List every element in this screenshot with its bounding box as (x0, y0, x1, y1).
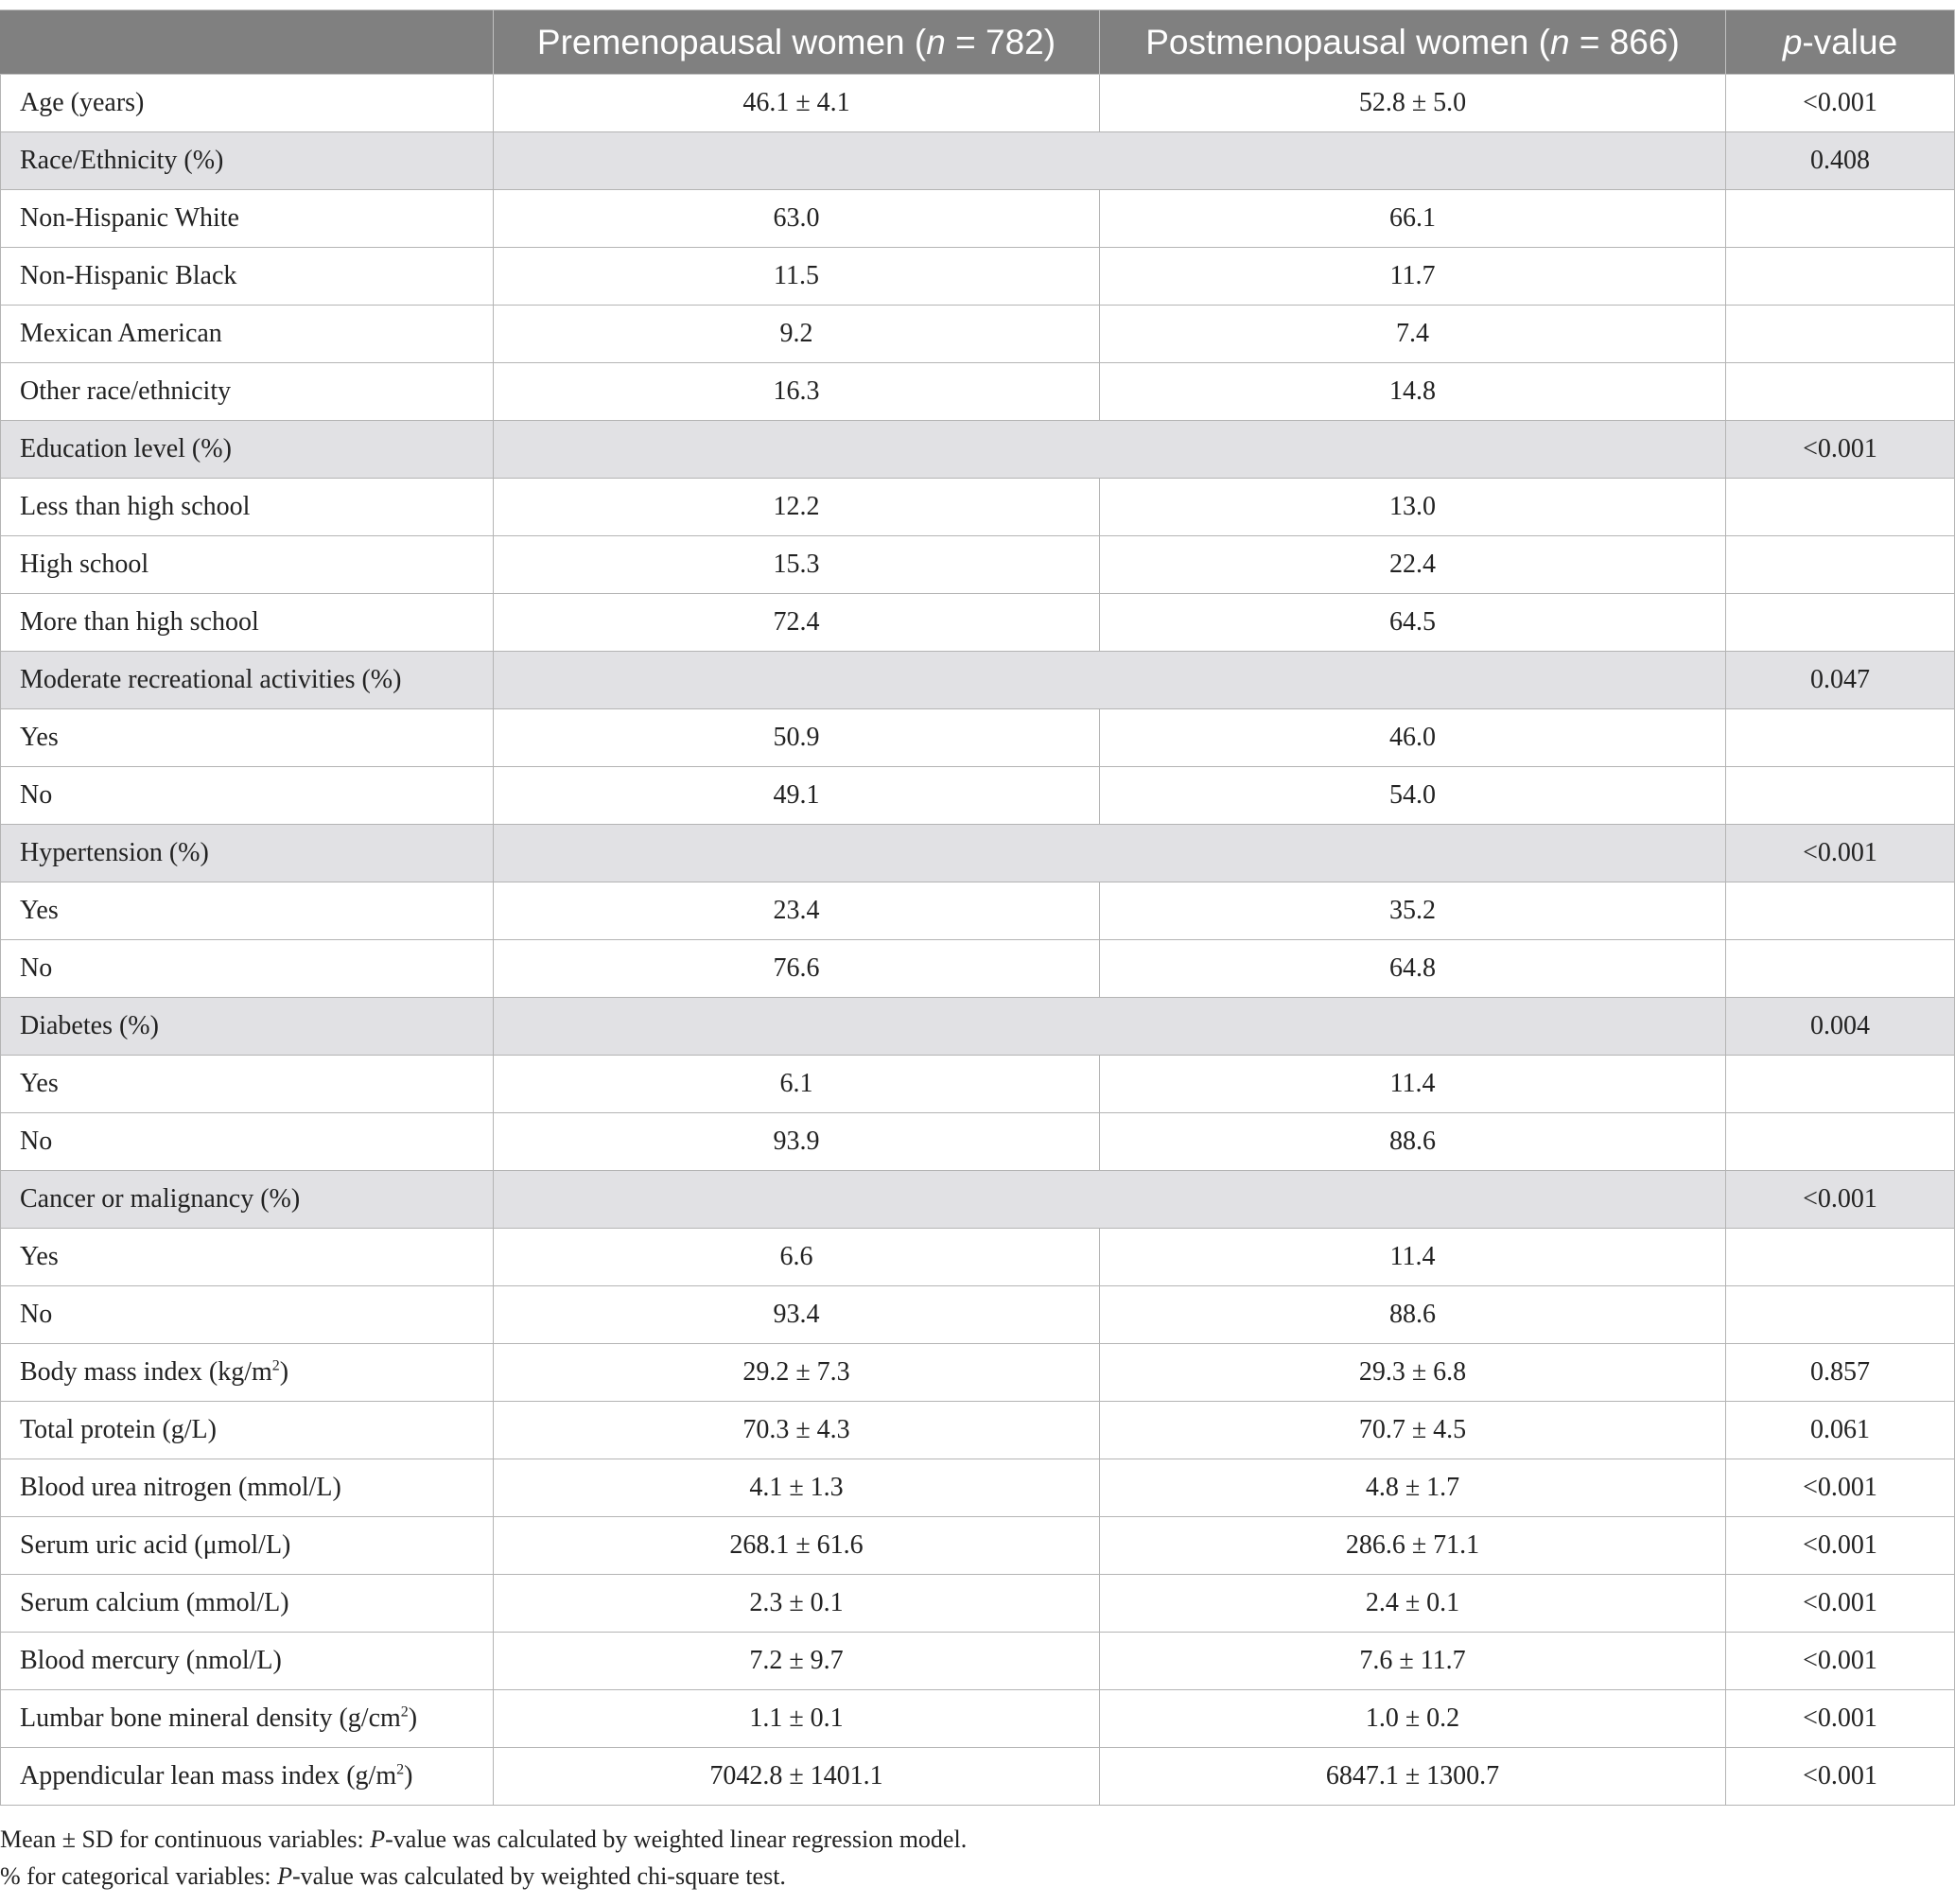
variable-label-cell (1, 1113, 494, 1171)
variable-label: No (20, 1127, 53, 1156)
variable-label-cell (1, 1517, 494, 1575)
pvalue-cell (1726, 709, 1955, 767)
table-row (1, 1633, 1955, 1690)
header-pvalue-suffix: -value (1802, 22, 1898, 61)
variable-label-cell (1, 1056, 494, 1113)
variable-label: Non-Hispanic White (20, 203, 239, 233)
premenopausal-value-cell: 63.0 (494, 190, 1100, 248)
variable-label: Non-Hispanic Black (20, 261, 237, 290)
postmenopausal-value-cell: 35.2 (1100, 882, 1726, 940)
variable-label: Mexican American (20, 319, 222, 348)
table-row (1, 1113, 1955, 1171)
group-label-cell (1, 825, 494, 882)
variable-label: Age (years) (20, 88, 145, 117)
pvalue-cell (1726, 940, 1955, 998)
footnote-categorical (0, 1858, 967, 1895)
variable-label: Blood mercury (nmol/L) (20, 1646, 282, 1675)
postmenopausal-value-cell: 52.8 ± 5.0 (1100, 75, 1726, 132)
variable-label-superscript: 2 (271, 1357, 280, 1374)
pvalue-cell (1726, 363, 1955, 421)
postmenopausal-value-cell: 6847.1 ± 1300.7 (1100, 1748, 1726, 1806)
characteristics-table (0, 9, 1955, 1806)
header-variable (1, 10, 494, 75)
variable-label: Yes (20, 1069, 59, 1098)
table-row (1, 1056, 1955, 1113)
premenopausal-value-cell: 7.2 ± 9.7 (494, 1633, 1100, 1690)
group-row (1, 421, 1955, 479)
variable-label-cell (1, 1690, 494, 1748)
variable-label-cell (1, 767, 494, 825)
group-label-cell (1, 998, 494, 1056)
pvalue-cell (1726, 190, 1955, 248)
pvalue-cell (1726, 1113, 1955, 1171)
premenopausal-value-cell: 11.5 (494, 248, 1100, 306)
variable-label-cell (1, 248, 494, 306)
variable-label: Less than high school (20, 492, 251, 521)
header-pvalue-italic: p (1782, 22, 1803, 61)
variable-label-cell (1, 1633, 494, 1690)
footnote-continuous-before: Mean ± SD for continuous variables: (0, 1825, 371, 1853)
premenopausal-value-cell: 12.2 (494, 479, 1100, 536)
footnote-continuous (0, 1821, 967, 1858)
variable-label: Moderate recreational activities (%) (20, 665, 402, 694)
premenopausal-value-cell: 50.9 (494, 709, 1100, 767)
postmenopausal-value-cell: 7.6 ± 11.7 (1100, 1633, 1726, 1690)
variable-label: Cancer or malignancy (%) (20, 1184, 301, 1214)
table-row (1, 1229, 1955, 1286)
header-row (1, 10, 1955, 75)
pvalue-cell (1726, 248, 1955, 306)
variable-label-suffix: ) (408, 1703, 418, 1733)
header-postmenopausal-prefix: Postmenopausal women ( (1145, 22, 1550, 61)
variable-label: No (20, 1300, 53, 1329)
premenopausal-value-cell: 15.3 (494, 536, 1100, 594)
group-row (1, 652, 1955, 709)
premenopausal-value-cell: 93.4 (494, 1286, 1100, 1344)
group-label-cell (1, 652, 494, 709)
variable-label-cell (1, 1286, 494, 1344)
premenopausal-value-cell: 268.1 ± 61.6 (494, 1517, 1100, 1575)
group-row (1, 132, 1955, 190)
premenopausal-value-cell: 23.4 (494, 882, 1100, 940)
variable-label-cell (1, 306, 494, 363)
table-row (1, 1459, 1955, 1517)
variable-label-suffix: ) (404, 1761, 413, 1790)
header-postmenopausal-suffix: = 866) (1569, 22, 1680, 61)
premenopausal-value-cell: 93.9 (494, 1113, 1100, 1171)
footnote-continuous-after: -value was calculated by weighted linear regression model. (385, 1825, 968, 1853)
pvalue-cell (1726, 1286, 1955, 1344)
variable-label-superscript: 2 (400, 1703, 409, 1721)
pvalue-cell: <0.001 (1726, 1575, 1955, 1633)
table-row (1, 479, 1955, 536)
table-row (1, 940, 1955, 998)
postmenopausal-value-cell: 66.1 (1100, 190, 1726, 248)
variable-label: Appendicular lean mass index (g/m (20, 1761, 397, 1790)
table-row (1, 1517, 1955, 1575)
postmenopausal-value-cell: 70.7 ± 4.5 (1100, 1402, 1726, 1459)
group-row (1, 825, 1955, 882)
pvalue-cell: <0.001 (1726, 75, 1955, 132)
group-spacer-cell (494, 1171, 1726, 1229)
header-premenopausal-n: n (926, 22, 946, 61)
table-row (1, 709, 1955, 767)
postmenopausal-value-cell: 11.7 (1100, 248, 1726, 306)
postmenopausal-value-cell: 46.0 (1100, 709, 1726, 767)
pvalue-cell (1726, 594, 1955, 652)
pvalue-cell: <0.001 (1726, 1171, 1955, 1229)
pvalue-cell: <0.001 (1726, 1517, 1955, 1575)
footnote-categorical-after: -value was calculated by weighted chi-square test. (291, 1862, 786, 1890)
variable-label: Yes (20, 723, 59, 752)
variable-label-cell (1, 536, 494, 594)
table-row (1, 75, 1955, 132)
table-row (1, 536, 1955, 594)
header-pvalue (1726, 10, 1955, 75)
premenopausal-value-cell: 46.1 ± 4.1 (494, 75, 1100, 132)
pvalue-cell: <0.001 (1726, 1748, 1955, 1806)
postmenopausal-value-cell: 11.4 (1100, 1229, 1726, 1286)
pvalue-cell: 0.004 (1726, 998, 1955, 1056)
variable-label: Yes (20, 896, 59, 925)
pvalue-cell (1726, 882, 1955, 940)
pvalue-cell: <0.001 (1726, 1633, 1955, 1690)
variable-label: Education level (%) (20, 434, 232, 463)
group-spacer-cell (494, 132, 1726, 190)
pvalue-cell: 0.047 (1726, 652, 1955, 709)
premenopausal-value-cell: 6.1 (494, 1056, 1100, 1113)
variable-label-cell (1, 940, 494, 998)
pvalue-cell (1726, 306, 1955, 363)
variable-label-cell (1, 1459, 494, 1517)
variable-label: No (20, 780, 53, 810)
variable-label: Race/Ethnicity (%) (20, 146, 224, 175)
pvalue-cell: 0.408 (1726, 132, 1955, 190)
premenopausal-value-cell: 9.2 (494, 306, 1100, 363)
group-row (1, 1171, 1955, 1229)
premenopausal-value-cell: 1.1 ± 0.1 (494, 1690, 1100, 1748)
table-row (1, 767, 1955, 825)
postmenopausal-value-cell: 88.6 (1100, 1286, 1726, 1344)
group-label-cell (1, 132, 494, 190)
variable-label: Blood urea nitrogen (mmol/L) (20, 1473, 341, 1502)
variable-label: No (20, 953, 53, 983)
postmenopausal-value-cell: 286.6 ± 71.1 (1100, 1517, 1726, 1575)
variable-label-cell (1, 190, 494, 248)
table-row (1, 1575, 1955, 1633)
table-row (1, 1402, 1955, 1459)
pvalue-cell (1726, 767, 1955, 825)
postmenopausal-value-cell: 2.4 ± 0.1 (1100, 1575, 1726, 1633)
table-row (1, 882, 1955, 940)
variable-label: Diabetes (%) (20, 1011, 159, 1040)
pvalue-cell (1726, 1229, 1955, 1286)
footnote-continuous-italic: P (370, 1825, 386, 1853)
header-postmenopausal-n: n (1549, 22, 1570, 61)
premenopausal-value-cell: 49.1 (494, 767, 1100, 825)
characteristics-table-container (0, 9, 1954, 1806)
group-label-cell (1, 421, 494, 479)
variable-label-cell (1, 75, 494, 132)
variable-label: High school (20, 550, 149, 579)
variable-label: Lumbar bone mineral density (g/cm (20, 1703, 401, 1733)
header-premenopausal-prefix: Premenopausal women ( (536, 22, 927, 61)
postmenopausal-value-cell: 11.4 (1100, 1056, 1726, 1113)
group-spacer-cell (494, 998, 1726, 1056)
table-row (1, 594, 1955, 652)
variable-label: Serum calcium (mmol/L) (20, 1588, 289, 1617)
pvalue-cell: <0.001 (1726, 1459, 1955, 1517)
postmenopausal-value-cell: 64.8 (1100, 940, 1726, 998)
pvalue-cell: 0.857 (1726, 1344, 1955, 1402)
postmenopausal-value-cell: 1.0 ± 0.2 (1100, 1690, 1726, 1748)
variable-label-cell (1, 479, 494, 536)
postmenopausal-value-cell: 22.4 (1100, 536, 1726, 594)
footnote-categorical-before: % for categorical variables: (0, 1862, 278, 1890)
postmenopausal-value-cell: 14.8 (1100, 363, 1726, 421)
table-row (1, 1286, 1955, 1344)
postmenopausal-value-cell: 64.5 (1100, 594, 1726, 652)
table-row (1, 248, 1955, 306)
postmenopausal-value-cell: 13.0 (1100, 479, 1726, 536)
pvalue-cell (1726, 1056, 1955, 1113)
pvalue-cell (1726, 479, 1955, 536)
group-spacer-cell (494, 652, 1726, 709)
premenopausal-value-cell: 29.2 ± 7.3 (494, 1344, 1100, 1402)
pvalue-cell: <0.001 (1726, 1690, 1955, 1748)
variable-label-cell (1, 1344, 494, 1402)
table-row (1, 363, 1955, 421)
variable-label: Total protein (g/L) (20, 1415, 217, 1444)
premenopausal-value-cell: 2.3 ± 0.1 (494, 1575, 1100, 1633)
postmenopausal-value-cell: 7.4 (1100, 306, 1726, 363)
variable-label-suffix: ) (279, 1357, 289, 1387)
variable-label-cell (1, 1402, 494, 1459)
premenopausal-value-cell: 70.3 ± 4.3 (494, 1402, 1100, 1459)
variable-label: Hypertension (%) (20, 838, 209, 867)
table-row (1, 190, 1955, 248)
group-spacer-cell (494, 421, 1726, 479)
table-row (1, 1690, 1955, 1748)
header-postmenopausal (1100, 10, 1726, 75)
premenopausal-value-cell: 7042.8 ± 1401.1 (494, 1748, 1100, 1806)
premenopausal-value-cell: 72.4 (494, 594, 1100, 652)
variable-label-cell (1, 882, 494, 940)
variable-label: Serum uric acid (μmol/L) (20, 1530, 291, 1560)
variable-label: Other race/ethnicity (20, 376, 232, 406)
premenopausal-value-cell: 6.6 (494, 1229, 1100, 1286)
header-premenopausal-suffix: = 782) (945, 22, 1056, 61)
pvalue-cell: <0.001 (1726, 421, 1955, 479)
postmenopausal-value-cell: 4.8 ± 1.7 (1100, 1459, 1726, 1517)
variable-label-cell (1, 594, 494, 652)
variable-label: More than high school (20, 607, 259, 637)
premenopausal-value-cell: 76.6 (494, 940, 1100, 998)
variable-label: Body mass index (kg/m (20, 1357, 272, 1387)
group-row (1, 998, 1955, 1056)
postmenopausal-value-cell: 54.0 (1100, 767, 1726, 825)
variable-label-cell (1, 709, 494, 767)
footnote-categorical-italic: P (277, 1862, 292, 1890)
table-row (1, 1748, 1955, 1806)
table-row (1, 1344, 1955, 1402)
group-label-cell (1, 1171, 494, 1229)
variable-label-cell (1, 1748, 494, 1806)
variable-label-cell (1, 1229, 494, 1286)
postmenopausal-value-cell: 29.3 ± 6.8 (1100, 1344, 1726, 1402)
table-header (1, 10, 1955, 75)
pvalue-cell: 0.061 (1726, 1402, 1955, 1459)
variable-label: Yes (20, 1242, 59, 1271)
table-body (1, 75, 1955, 1806)
variable-label-cell (1, 1575, 494, 1633)
group-spacer-cell (494, 825, 1726, 882)
table-footnotes (0, 1821, 967, 1895)
header-premenopausal (494, 10, 1100, 75)
premenopausal-value-cell: 16.3 (494, 363, 1100, 421)
variable-label-cell (1, 363, 494, 421)
table-row (1, 306, 1955, 363)
pvalue-cell: <0.001 (1726, 825, 1955, 882)
pvalue-cell (1726, 536, 1955, 594)
postmenopausal-value-cell: 88.6 (1100, 1113, 1726, 1171)
premenopausal-value-cell: 4.1 ± 1.3 (494, 1459, 1100, 1517)
variable-label-superscript: 2 (396, 1761, 405, 1778)
